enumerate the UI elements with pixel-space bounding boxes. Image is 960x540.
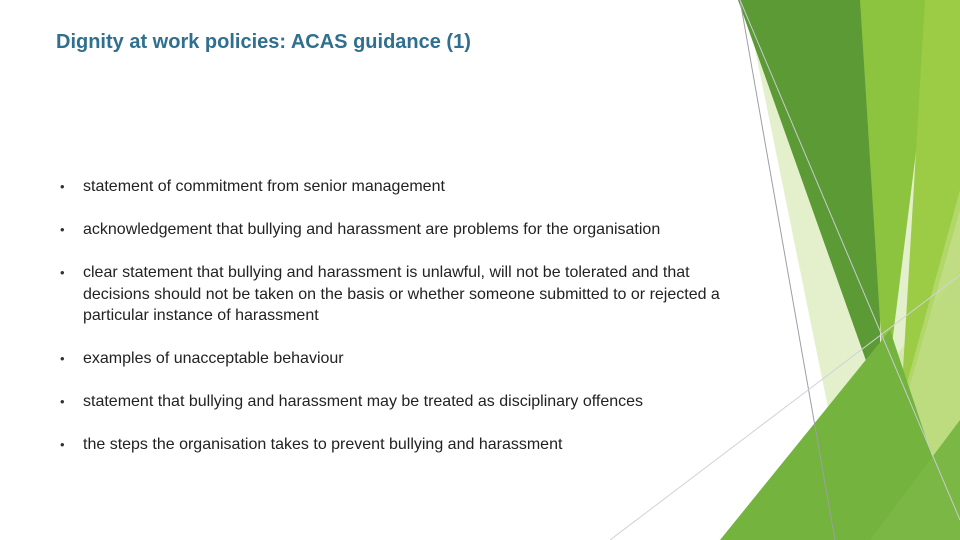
bullet-list: [60, 176, 740, 477]
bullet-item-acknowledgement: • acknowledgement that bullying and harassment are problems for the organisation: [60, 219, 740, 241]
bullet-item-disciplinary: • statement that bullying and harassment may be treated as disciplinary offences: [60, 391, 740, 413]
slide-title: Dignity at work policies: ACAS guidance (1): [56, 31, 471, 53]
bullet-item-examples: • examples of unacceptable behaviour: [60, 348, 740, 370]
bullet-item-commitment: • statement of commitment from senior management: [60, 176, 740, 198]
bullet-item-prevention-steps: • the steps the organisation takes to prevent bullying and harassment: [60, 434, 740, 456]
bullet-item-clear-statement: • clear statement that bullying and harassment is unlawful, will not be tolerated and that decisions should not be taken on the basis or whether someone submitted to or rejected a particular instance of harassment: [60, 262, 740, 327]
